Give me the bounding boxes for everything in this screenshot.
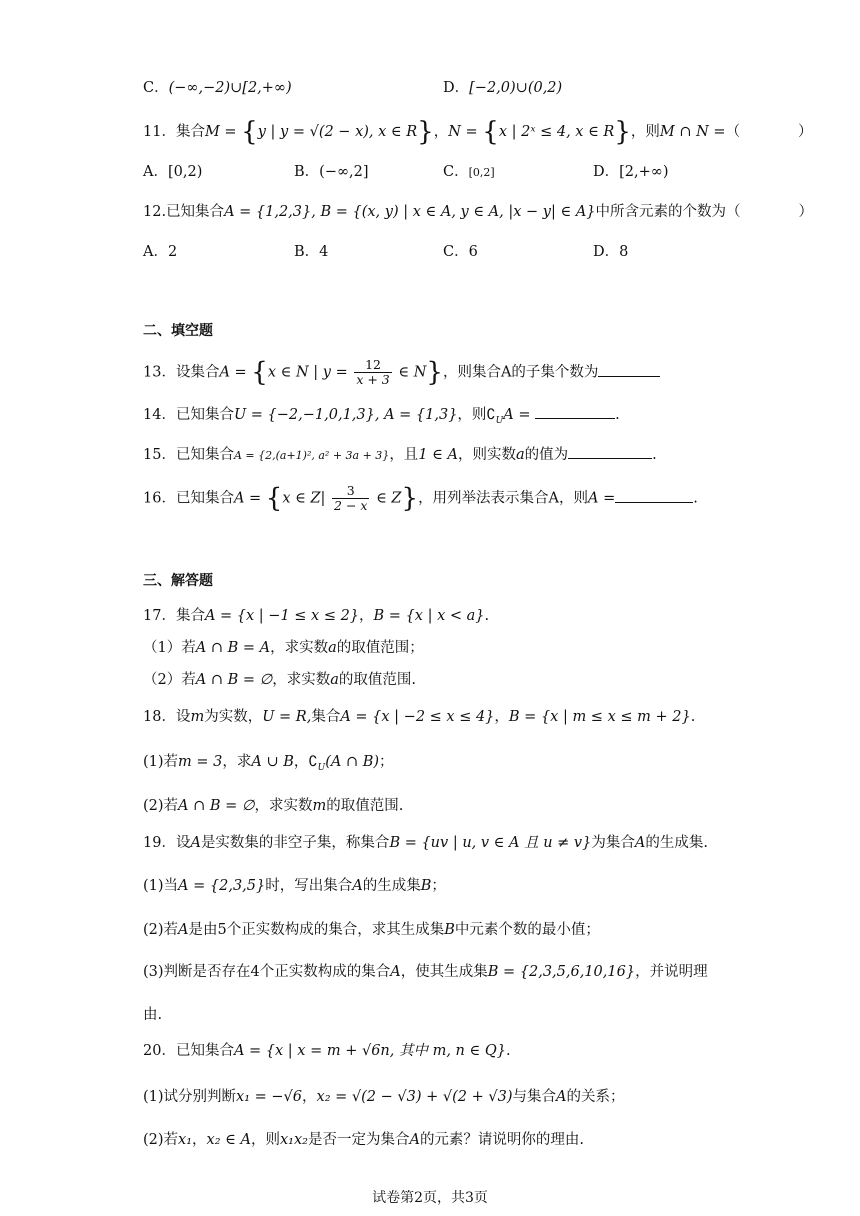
set-m-name: M = xyxy=(204,124,242,140)
question-text: 的值为 xyxy=(524,447,569,463)
question-text: 的关系； xyxy=(566,1089,625,1105)
question-19-part-1 xyxy=(143,876,446,896)
variable: A xyxy=(555,1089,567,1105)
expression: A = xyxy=(588,490,616,507)
punct: ， xyxy=(302,1089,317,1105)
section-heading-answer: 三、解答题 xyxy=(143,573,213,589)
answer-paren: （ ） xyxy=(725,124,813,140)
question-text: ，并说明理 xyxy=(635,964,708,980)
question-text: 与集合 xyxy=(512,1089,556,1105)
option-label: B． xyxy=(294,164,320,180)
set-a: A = {x | −1 ≤ x ≤ 2} xyxy=(204,608,360,624)
question-text: 中所含元素的个数为（ ） xyxy=(595,204,814,220)
option-text: (−∞,2] xyxy=(319,164,369,180)
universal-set: U = R, xyxy=(262,709,312,725)
answer-blank[interactable] xyxy=(615,488,693,503)
question-number: 14． xyxy=(143,407,176,423)
question-text: 是否一定为集合 xyxy=(307,1132,410,1148)
question-text: 已知集合 xyxy=(175,1043,234,1059)
question-11 xyxy=(143,117,813,147)
question-14 xyxy=(143,404,620,431)
complement-subscript: U xyxy=(495,415,504,426)
option-label: C． xyxy=(143,80,169,96)
fraction-numerator: 12 xyxy=(354,358,391,373)
q12-option-c xyxy=(443,242,478,262)
question-text: ，求实数 xyxy=(254,798,313,814)
set-n-body: x | 2ˣ ≤ 4, x ∈ R xyxy=(498,124,615,140)
set-expression: U = {−2,−1,0,1,3}, A = {1,3} xyxy=(233,407,458,423)
complement-symbol: ∁ xyxy=(308,754,318,770)
punct: . xyxy=(690,709,696,725)
question-text: ，求 xyxy=(222,754,252,770)
expression-x2: x₂ = √(2 − √3) + √(2 + √3) xyxy=(316,1089,513,1105)
variable: A xyxy=(390,964,401,980)
question-text: 的生成集. xyxy=(645,835,708,851)
q10-option-d xyxy=(443,78,562,98)
set-expression: A = {2,(a+1)², a² + 3a + 3} xyxy=(233,449,390,462)
part-label: (1)试分别判断 xyxy=(143,1089,237,1105)
page-footer: 试卷第2页，共3页 xyxy=(372,1190,488,1206)
question-text: 设 xyxy=(175,709,191,725)
question-text: 的元素？请说明你的理由. xyxy=(419,1132,585,1148)
set-body-tail: ∈ Z xyxy=(371,490,402,507)
question-number: 11． xyxy=(143,124,176,140)
question-text: 为实数， xyxy=(204,709,263,725)
q11-option-c xyxy=(443,162,495,183)
variable: a xyxy=(515,447,525,463)
option-label: A． xyxy=(143,244,168,260)
punct: ， xyxy=(192,1132,207,1148)
question-12 xyxy=(143,202,813,222)
answer-blank[interactable] xyxy=(598,362,660,377)
brace-open: { xyxy=(482,117,499,147)
punct: ， xyxy=(494,709,509,725)
question-text: ，则 xyxy=(250,1132,280,1148)
question-13 xyxy=(143,358,660,387)
question-number: 20． xyxy=(143,1043,176,1059)
set-body: x ∈ Z| xyxy=(282,490,331,507)
set-b: B = {uv | u, v ∈ A 且 u ≠ v} xyxy=(389,835,592,851)
option-text: 8 xyxy=(619,244,629,260)
variable: m xyxy=(312,798,327,814)
brace-close: } xyxy=(426,357,443,388)
question-text: ，求实数 xyxy=(272,672,331,688)
option-label: B． xyxy=(294,244,320,260)
question-text: ，则 xyxy=(630,124,660,140)
question-19-part-2 xyxy=(143,920,600,940)
question-19-part-3-cont: 由. xyxy=(143,1007,163,1023)
fraction-denominator: 2 − x xyxy=(334,498,368,513)
option-text: [0,2] xyxy=(468,166,495,179)
brace-open: { xyxy=(241,117,258,147)
q11-option-b xyxy=(294,162,369,182)
expression: A ∪ B xyxy=(251,754,294,770)
variable: a xyxy=(328,640,337,656)
answer-blank[interactable] xyxy=(535,404,615,419)
fraction-denominator: x + 3 xyxy=(356,372,390,387)
variable: A xyxy=(178,922,189,938)
question-text: 中元素个数的最小值； xyxy=(454,922,600,938)
question-text: ，用列举法表示集合A，则 xyxy=(418,490,589,507)
question-18 xyxy=(143,707,695,727)
part-label: （2）若 xyxy=(143,672,196,688)
variable: A xyxy=(634,835,646,851)
variable: m xyxy=(190,709,205,725)
brace-close: } xyxy=(401,483,419,514)
brace-open: { xyxy=(251,357,268,388)
option-label: C． xyxy=(443,244,469,260)
variable: B xyxy=(444,922,455,938)
question-text: 已知集合 xyxy=(175,407,234,423)
fraction-numerator: 3 xyxy=(332,484,369,499)
set-body-tail: ∈ N xyxy=(393,364,427,381)
question-text: 的取值范围. xyxy=(338,672,416,688)
question-text: 是实数集的非空子集，称集合 xyxy=(200,835,390,851)
option-text: [2,+∞) xyxy=(619,164,669,180)
brace-close: } xyxy=(417,117,434,147)
set-name: A = xyxy=(233,490,266,507)
punct: . xyxy=(484,608,490,624)
option-label: D． xyxy=(593,164,620,180)
option-text: 6 xyxy=(468,244,478,260)
punct: . xyxy=(652,447,657,463)
option-text: (−∞,−2)∪[2,+∞) xyxy=(168,80,292,96)
section-heading-fill-in: 二、填空题 xyxy=(143,323,213,339)
q10-option-c xyxy=(143,78,292,98)
expression: x₂ ∈ A xyxy=(206,1132,251,1148)
set-expression: A = {1,2,3}, B = {(x, y) | x ∈ A, y ∈ A, |x − y| ∈ A} xyxy=(224,204,596,220)
question-text: 为集合 xyxy=(591,835,635,851)
answer-blank[interactable] xyxy=(568,444,652,459)
question-text: 的生成集 xyxy=(362,878,421,894)
question-17 xyxy=(143,606,489,626)
option-text: 2 xyxy=(167,244,178,260)
q12-option-d xyxy=(593,242,628,262)
part-label: (3)判断是否存在4个正实数构成的集合 xyxy=(143,964,391,980)
complement-subscript: U xyxy=(317,762,326,773)
set-m-body: y | y = √(2 − x), x ∈ R xyxy=(257,124,418,140)
question-text: 设集合 xyxy=(175,364,220,381)
set-b: B = {x | m ≤ x ≤ m + 2} xyxy=(508,709,691,725)
expression-x1: x₁ = −√6 xyxy=(236,1089,303,1105)
question-text: 集合 xyxy=(175,608,205,624)
question-text: 是由5个正实数构成的集合，求其生成集 xyxy=(188,922,445,938)
question-text: 的取值范围. xyxy=(326,798,404,814)
q12-option-a xyxy=(143,242,177,262)
question-text: ，则 xyxy=(457,407,487,423)
punct: ， xyxy=(433,124,449,140)
question-text: 已知集合 xyxy=(175,447,234,463)
option-label: D． xyxy=(443,80,470,96)
question-number: 17． xyxy=(143,608,176,624)
question-text: 时，写出集合 xyxy=(265,878,353,894)
option-label: C． xyxy=(443,164,469,180)
question-text: 已知集合 xyxy=(166,204,225,220)
question-text: 集合 xyxy=(175,124,205,140)
part-label: (1)当 xyxy=(143,878,179,894)
punct: . xyxy=(505,1043,511,1059)
question-20-part-2 xyxy=(143,1130,584,1150)
question-16 xyxy=(143,484,698,513)
expression: A ∩ B = ∅ xyxy=(195,672,273,688)
question-number: 15． xyxy=(143,447,176,463)
expression: (A ∩ B) xyxy=(325,754,380,770)
question-20 xyxy=(143,1041,511,1061)
condition: m = 3 xyxy=(178,754,223,770)
question-number: 12. xyxy=(143,204,167,220)
question-number: 18． xyxy=(143,709,176,725)
expression: x₁x₂ xyxy=(279,1132,308,1148)
question-number: 16． xyxy=(143,490,176,507)
question-text: ，且 xyxy=(389,447,419,463)
q12-option-b xyxy=(294,242,328,262)
question-17-part-2 xyxy=(143,670,416,690)
set-body: x ∈ N | y = xyxy=(267,364,353,381)
question-17-part-1 xyxy=(143,638,424,658)
question-20-part-1 xyxy=(143,1087,624,1107)
option-label: A． xyxy=(143,164,168,180)
part-label: (2)若 xyxy=(143,798,179,814)
fraction xyxy=(332,484,369,513)
part-label: （1）若 xyxy=(143,640,196,656)
punct: ； xyxy=(431,878,446,894)
option-text: 4 xyxy=(319,244,329,260)
option-text: [−2,0)∪(0,2) xyxy=(469,80,563,96)
expression: A ∩ B = A xyxy=(195,640,271,656)
complement-symbol: ∁ xyxy=(486,407,496,423)
set-a: A = {x | −2 ≤ x ≤ 4} xyxy=(340,709,495,725)
set-name: A = xyxy=(219,364,252,381)
variable: x₁ xyxy=(178,1132,193,1148)
question-19 xyxy=(143,833,708,853)
punct: ， xyxy=(293,754,309,770)
expression: A = xyxy=(503,407,531,423)
question-19-part-3 xyxy=(143,962,708,982)
q11-option-a xyxy=(143,162,202,182)
question-number: 13． xyxy=(143,364,176,381)
question-text: 设 xyxy=(175,835,191,851)
variable: A xyxy=(352,878,363,894)
brace-open: { xyxy=(265,483,283,514)
part-label: (2)若 xyxy=(143,1132,179,1148)
variable: A xyxy=(409,1132,420,1148)
part-label: (1)若 xyxy=(143,754,179,770)
variable: A xyxy=(190,835,201,851)
punct: . xyxy=(693,490,698,507)
set-b: B = {x | x < a} xyxy=(373,608,485,624)
question-18-part-1 xyxy=(143,752,394,778)
punct: . xyxy=(615,407,620,423)
question-text: ，则集合A的子集个数为 xyxy=(442,364,599,381)
set-n-name: N = xyxy=(448,124,483,140)
punct: ， xyxy=(359,608,374,624)
q11-option-d xyxy=(593,162,669,182)
question-18-part-2 xyxy=(143,796,403,816)
expression: M ∩ N = xyxy=(659,124,726,140)
question-text: 的取值范围； xyxy=(336,640,424,656)
set-expression: A = {2,3,5} xyxy=(178,878,266,894)
expression: A ∩ B = ∅ xyxy=(178,798,255,814)
set-expression: A = {x | x = m + √6n, 其中 m, n ∈ Q} xyxy=(233,1043,506,1059)
question-text: 集合 xyxy=(311,709,341,725)
option-text: [0,2) xyxy=(167,164,203,180)
variable: B xyxy=(420,878,432,894)
set-expression: B = {2,3,5,6,10,16} xyxy=(487,964,636,980)
punct: ； xyxy=(379,754,394,770)
question-text: ，则实数 xyxy=(457,447,516,463)
question-number: 19． xyxy=(143,835,176,851)
question-15 xyxy=(143,444,657,466)
question-text: ，求实数 xyxy=(270,640,329,656)
option-label: D． xyxy=(593,244,620,260)
condition: 1 ∈ A xyxy=(418,447,458,463)
variable: a xyxy=(330,672,339,688)
question-text: ，使其生成集 xyxy=(400,964,488,980)
question-text: 已知集合 xyxy=(175,490,234,507)
brace-close: } xyxy=(614,117,631,147)
part-label: (2)若 xyxy=(143,922,179,938)
fraction xyxy=(354,358,391,387)
